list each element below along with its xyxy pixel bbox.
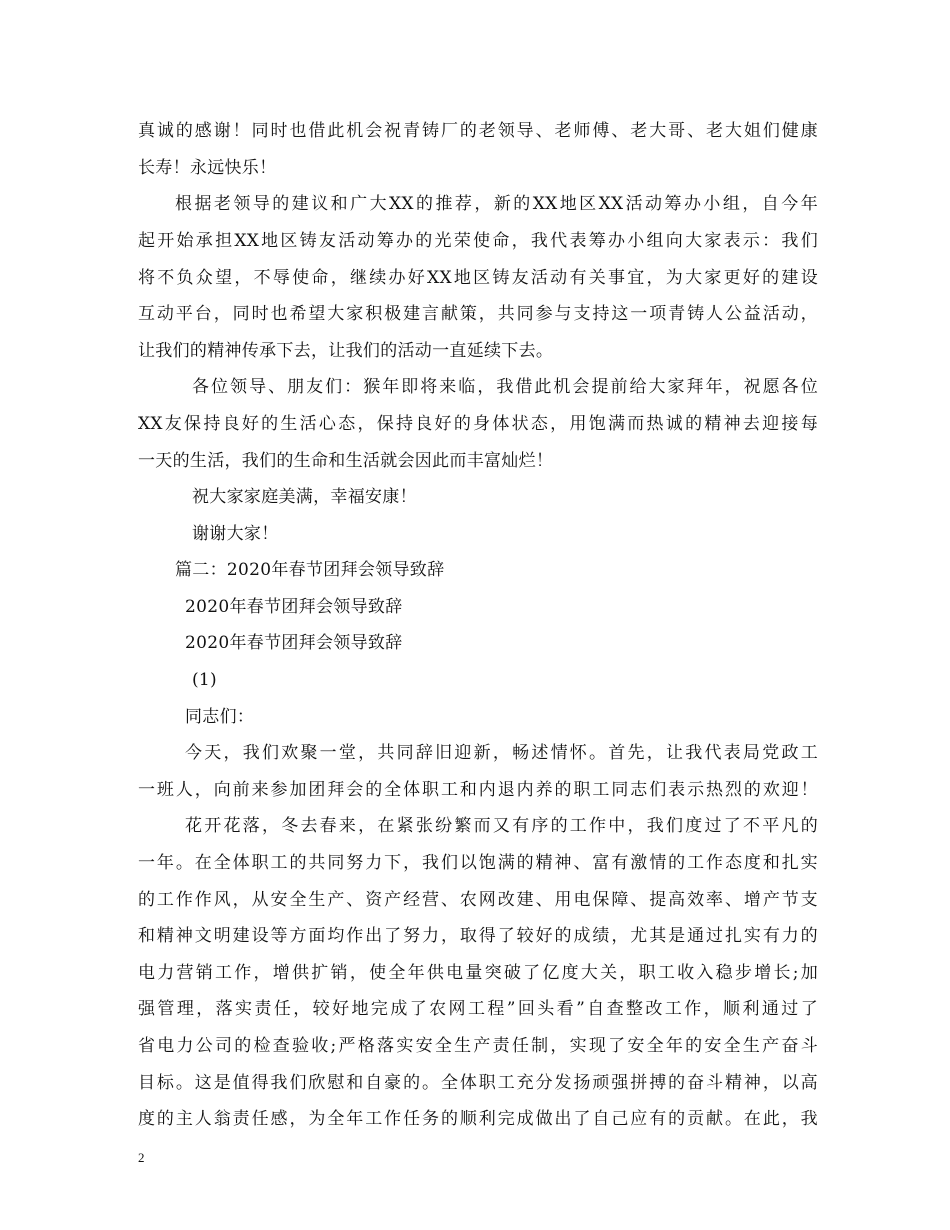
text-line: 谢谢大家！ <box>192 524 279 544</box>
text-line: 强管理，落实责任，较好地完成了农网工程”回头看”自查整改工作，顺利通过了 <box>138 999 818 1019</box>
text-line: 互动平台，同时也希望大家积极建言献策，共同参与支持这一项青铸人公益活动， <box>138 304 818 324</box>
text-line: (1) <box>192 670 217 690</box>
text-line: 2020年春节团拜会领导致辞 <box>185 597 403 617</box>
text-line: 长寿！永远快乐！ <box>138 158 277 178</box>
text-line: 同志们： <box>185 707 255 727</box>
text-line: 度的主人翁责任感，为全年工作任务的顺利完成做出了自己应有的贡献。在此，我 <box>138 1109 818 1129</box>
text-line: 根据老领导的建议和广大XX的推荐，新的XX地区XX活动筹办小组，自今年 <box>175 194 818 214</box>
text-line: 今天，我们欢聚一堂，共同辞旧迎新，畅述情怀。首先，让我代表局党政工 <box>185 743 818 763</box>
text-line: 各位领导、朋友们：猴年即将来临，我借此机会提前给大家拜年，祝愿各位 <box>192 377 818 397</box>
text-line: 目标。这是值得我们欣慰和自豪的。全体职工充分发扬顽强拼搏的奋斗精神，以高 <box>138 1073 818 1093</box>
text-line: 将不负众望，不辱使命，继续办好XX地区铸友活动有关事宜，为大家更好的建设 <box>138 268 818 288</box>
text-line: 2020年春节团拜会领导致辞 <box>185 633 403 653</box>
text-line: 起开始承担XX地区铸友活动筹办的光荣使命，我代表筹办小组向大家表示：我们 <box>138 231 818 251</box>
text-line: 花开花落，冬去春来，在紧张纷繁而又有序的工作中，我们度过了不平凡的 <box>185 816 818 836</box>
text-line: 祝大家家庭美满，幸福安康！ <box>192 487 417 507</box>
text-line: 让我们的精神传承下去，让我们的活动一直延续下去。 <box>138 341 554 361</box>
text-line: 和精神文明建设等方面均作出了努力，取得了较好的成绩，尤其是通过扎实有力的 <box>138 926 818 946</box>
page-number: 2 <box>138 1150 145 1165</box>
text-line: 真诚的感谢！同时也借此机会祝青铸厂的老领导、老师傅、老大哥、老大姐们健康 <box>138 121 818 141</box>
text-line: 一年。在全体职工的共同努力下，我们以饱满的精神、富有激情的工作态度和扎实 <box>138 853 818 873</box>
text-line: 省电力公司的检查验收;严格落实安全生产责任制，实现了安全年的安全生产奋斗 <box>138 1036 818 1056</box>
text-line: 电力营销工作，增供扩销，使全年供电量突破了亿度大关，职工收入稳步增长;加 <box>138 963 818 983</box>
text-line: 的工作作风，从安全生产、资产经营、农网改建、用电保障、提高效率、增产节支 <box>138 890 818 910</box>
text-line: XX友保持良好的生活心态，保持良好的身体状态，用饱满而热诚的精神去迎接每 <box>138 414 818 434</box>
section-heading: 篇二：2020年春节团拜会领导致辞 <box>175 560 445 580</box>
text-line: 一天的生活，我们的生命和生活就会因此而丰富灿烂！ <box>138 451 554 471</box>
text-line: 一班人，向前来参加团拜会的全体职工和内退内养的职工同志们表示热烈的欢迎！ <box>138 780 818 800</box>
